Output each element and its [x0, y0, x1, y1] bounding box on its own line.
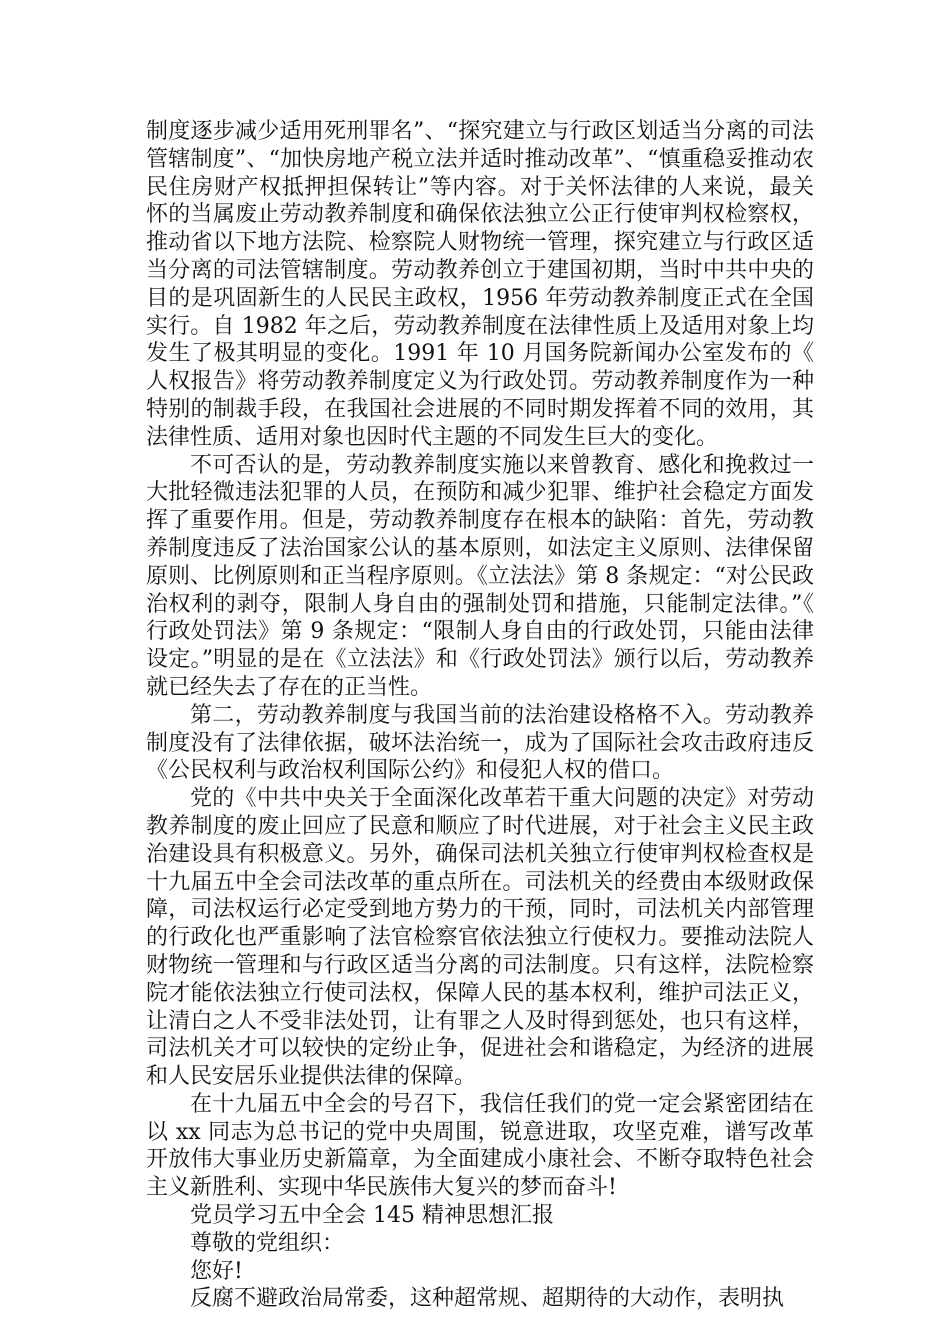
document-body	[146, 118, 814, 1313]
paragraph-1: 制度逐步减少适用死刑罪名”、“探究建立与行政区划适当分离的司法管辖制度”、“加快房地产税立法并适时推动改革”、“慎重稳妥推动农民住房财产权抵押担保转让”等内容。对于关怀法律的人来说，最关怀的当属废止劳动教养制度和确保依法独立公正行使审判权检察权，推动省以下地方法院、检察院人财物统一管理，探究建立与行政区适当分离的司法管辖制度。劳动教养创立于建国初期，当时中共中央的目的是巩固新生的人民民主政权，1956 年劳动教养制度正式在全国实行。自 1982 年之后，劳动教养制度在法律性质上及适用对象上均发生了极其明显的变化。1991 年 10 月国务院新闻办公室发布的《人权报告》将劳动教养制度定义为行政处罚。劳动教养制度作为一种特别的制裁手段，在我国社会进展的不同时期发挥着不同的效用，其法律性质、适用对象也因时代主题的不同发生巨大的变化。	[146, 119, 814, 450]
salutation: 尊敬的党组织：	[190, 1230, 345, 1256]
report-title: 党员学习五中全会 145 精神思想汇报	[190, 1203, 554, 1229]
paragraph-5: 在十九届五中全会的号召下，我信任我们的党一定会紧密团结在以 xx 同志为总书记的党中央周围，锐意进取，攻坚克难，谱写改革开放伟大事业历史新篇章，为全面建成小康社会、不断夺取特色社会主义新胜利、实现中华民族伟大复兴的梦而奋斗!	[146, 1091, 814, 1201]
paragraph-6: 反腐不避政治局常委，这种超常规、超期待的大动作，表明执	[190, 1286, 785, 1312]
paragraph-3: 第二，劳动教养制度与我国当前的法治建设格格不入。劳动教养制度没有了法律依据，破坏法治统一，成为了国际社会攻击政府违反《公民权利与政治权利国际公约》和侵犯人权的借口。	[146, 702, 814, 784]
greeting: 您好!	[190, 1258, 243, 1284]
paragraph-2: 不可否认的是，劳动教养制度实施以来曾教育、感化和挽救过一大批轻微违法犯罪的人员，在预防和减少犯罪、维护社会稳定方面发挥了重要作用。但是，劳动教养制度存在根本的缺陷：首先，劳动教养制度违反了法治国家公认的基本原则，如法定主义原则、法律保留原则、比例原则和正当程序原则。《立法法》第 8 条规定：“对公民政治权利的剥夺，限制人身自由的强制处罚和措施，只能制定法律。”《行政处罚法》第 9 条规定：“限制人身自由的行政处罚，只能由法律设定。”明显的是在《立法法》和《行政处罚法》颁行以后，劳动教养就已经失去了存在的正当性。	[146, 452, 814, 700]
paragraph-4: 党的《中共中央关于全面深化改革若干重大问题的决定》对劳动教养制度的废止回应了民意和顺应了时代进展，对于社会主义民主政治建设具有积极意义。另外，确保司法机关独立行使审判权检查权是十九届五中全会司法改革的重点所在。司法机关的经费由本级财政保障，司法权运行必定受到地方势力的干预，同时，司法机关内部管理的行政化也严重影响了法官检察官依法独立行使权力。要推动法院人财物统一管理和与行政区适当分离的司法制度。只有这样，法院检察院才能依法独立行使司法权，保障人民的基本权利，维护司法正义，让清白之人不受非法处罚，让有罪之人及时得到惩处，也只有这样，司法机关才可以较快的定纷止争，促进社会和谐稳定，为经济的进展和人民安居乐业提供法律的保障。	[146, 786, 814, 1090]
